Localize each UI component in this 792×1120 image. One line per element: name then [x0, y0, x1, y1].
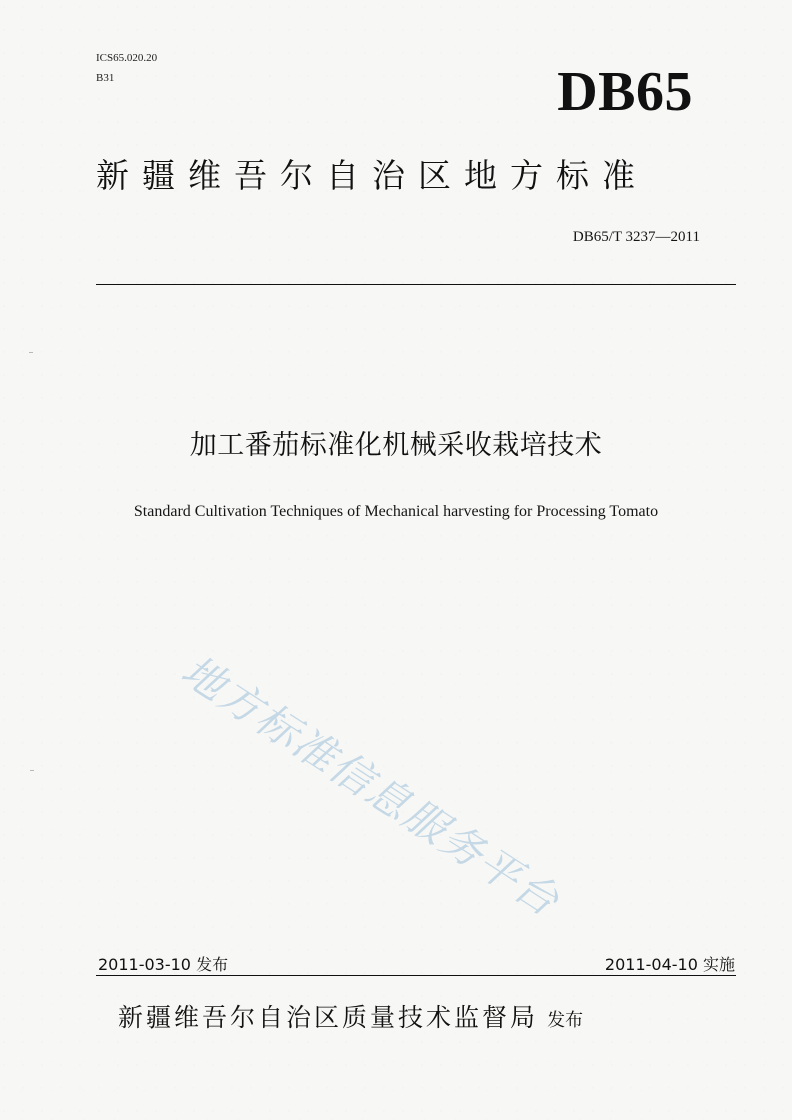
standard-code: DB65	[557, 61, 693, 123]
ics-code: ICS65.020.20	[96, 52, 158, 64]
english-document-title: Standard Cultivation Techniques of Mechanical harvesting for Processing Tomato	[133, 503, 659, 520]
standard-type-title: 新疆维吾尔自治区地方标准	[96, 156, 648, 195]
issuing-authority	[118, 1000, 718, 1039]
issue-date: 2011-03-10 发布	[98, 955, 229, 974]
chinese-document-title: 加工番茄标准化机械采收栽培技术	[189, 430, 603, 461]
footer-divider	[96, 975, 736, 976]
issuer-name: 新疆维吾尔自治区质量技术监督局	[118, 1003, 539, 1032]
header-divider	[96, 284, 736, 285]
issuer-action: 发布	[547, 1010, 584, 1031]
watermark-text: 地方标准信息服务平台	[172, 645, 569, 927]
scan-mark	[29, 352, 33, 353]
implementation-date: 2011-04-10 实施	[604, 955, 735, 974]
ccs-code: B31	[96, 72, 115, 84]
standard-number: DB65/T 3237—2011	[572, 229, 700, 245]
scan-mark	[30, 770, 34, 771]
